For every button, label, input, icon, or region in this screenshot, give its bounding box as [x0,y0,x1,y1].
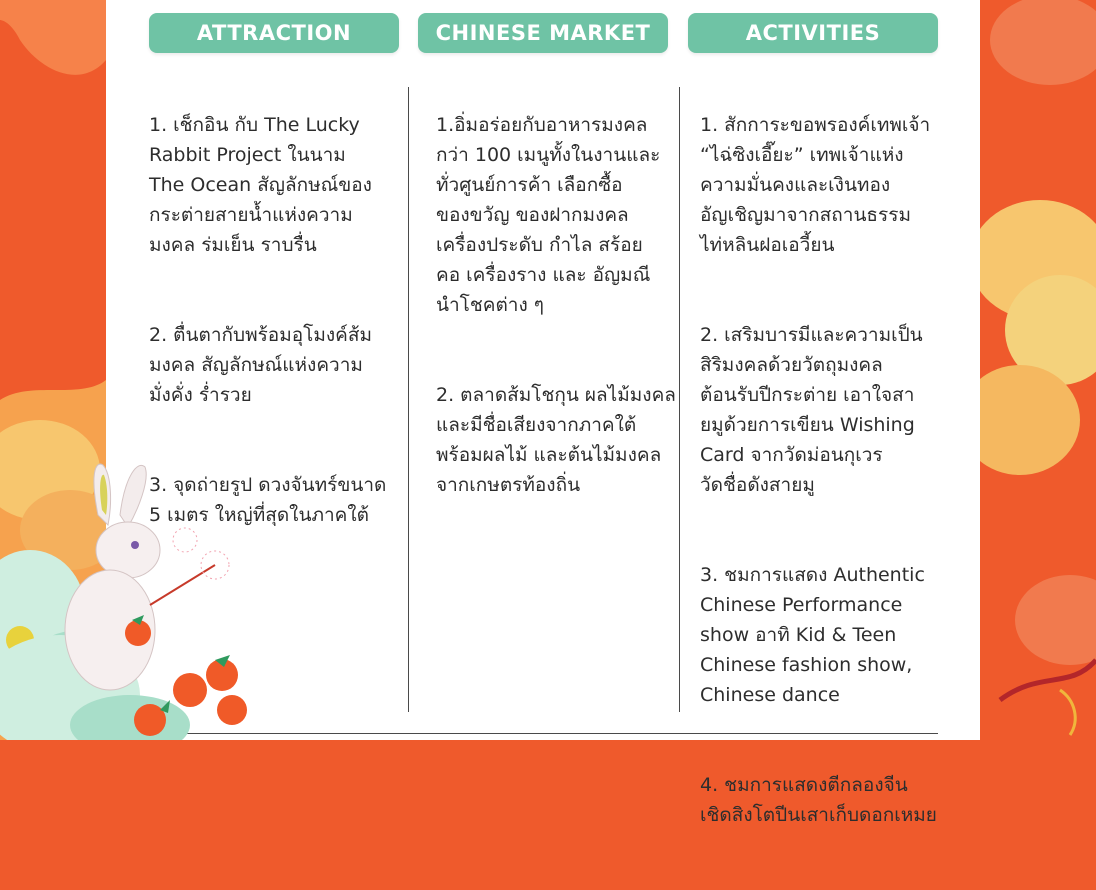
list-item: 2. ตื่นตากับพร้อมอุโมงค์ส้ม มงคล สัญลักษณ์แห่งความ มั่งคั่ง ร่ำรวย [149,324,372,406]
list-item: 3. ชมการแสดง Authentic Chinese Performance show อาทิ Kid & Teen Chinese fashion show, Chinese dance [700,564,925,706]
rabbit-illustration [0,455,260,740]
attraction-heading: ATTRACTION [149,13,399,53]
column-divider [679,87,680,712]
list-item: 2. ตลาดส้มโชกุน ผลไม้มงคล และมีชื่อเสียงจากภาคใต้ พร้อมผลไม้ และต้นไม้มงคล จากเกษตรท้องถิ่น [436,384,676,496]
chinese-market-list [436,80,676,560]
list-item: 1. เช็กอิน กับ The Lucky Rabbit Project ในนาม The Ocean สัญลักษณ์ของ กระต่ายสายน้ำแห่งความ มงคล ร่มเย็น ราบรื่น [149,114,372,256]
list-item: 1.อิ่มอร่อยกับอาหารมงคล กว่า 100 เมนูทั้งในงานและ ทั่วศูนย์การค้า เลือกซื้อ ของขวัญ ของฝากมงคล เครื่องประดับ กำไล สร้อย คอ เครื่องราง และ อัญมณี นำโชคต่าง ๆ [436,114,661,316]
right-cloud-decoration [980,0,1096,740]
activities-list [700,80,940,890]
list-item: 4. ชมการแสดงตีกลองจีน เชิดสิงโตปีนเสาเก็บดอกเหมย [700,774,937,826]
activities-heading: ACTIVITIES [688,13,938,53]
column-divider [408,87,409,712]
list-item: 3. จุดถ่ายรูป ดวงจันทร์ขนาด 5 เมตร ใหญ่ที่สุดในภาคใต้ [149,474,387,526]
list-item: 1. สักการะขอพรองค์เทพเจ้า “ไฉ่ซิงเอี๊ยะ” เทพเจ้าแห่ง ความมั่นคงและเงินทอง อัญเชิญมาจากสถานธรรม ไท่หลินฝอเอวี้ยน [700,114,931,256]
list-item: 2. เสริมบารมีและความเป็น สิริมงคลด้วยวัตถุมงคล ต้อนรับปีกระต่าย เอาใจสา ยมูด้วยการเขียน Wishing Card จากวัดม่อนกุเวร วัดชื่อดังสายมู [700,324,923,496]
chinese-market-heading: CHINESE MARKET [418,13,668,53]
